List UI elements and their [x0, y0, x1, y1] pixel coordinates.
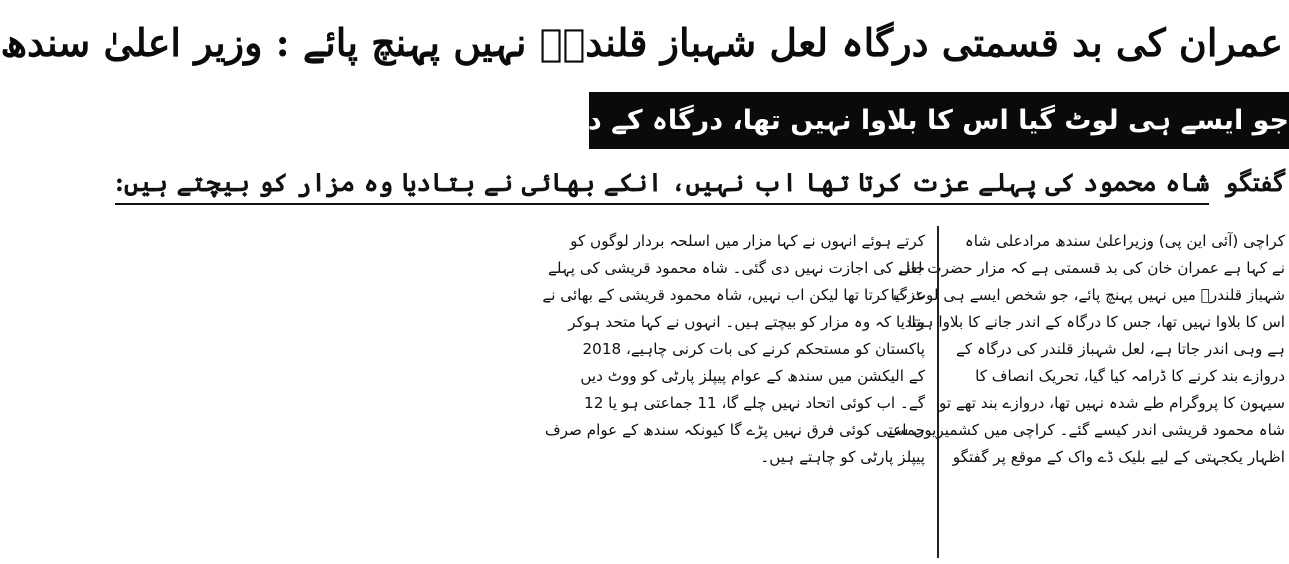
subheadline-text: شاہ محمود کی پہلے عزت کرتا تھا اب نہیں، انکے بھائی نے بتادیا وہ مزار کو بیچتے ہیں:	[115, 163, 1210, 205]
body-column-right	[886, 228, 1285, 558]
body-line: نے کہا ہے عمران خان کی بد قسمتی ہے کہ مزار حضرت لعل	[899, 259, 1285, 277]
subheadline	[114, 160, 1285, 212]
body-line: دروازے بند کرنے کا ڈرامہ کیا گیا، تحریک انصاف کا	[975, 367, 1285, 385]
strap-headline: جو ایسے ہی لوٹ گیا اس کا بلاوا نہیں تھا، درگاہ کے دروازے بند کرنے کا ڈرامہ کیا گیا	[589, 92, 1289, 149]
body-line: کرتے ہوئے انہوں نے کہا مزار میں اسلحہ بردار لوگوں کو	[570, 232, 925, 250]
headline: عمران کی بد قسمتی درگاہ لعل شہباز قلندرؒ نہیں پہنچ پائے : وزیر اعلیٰ سندھ	[0, 20, 1283, 65]
body-line: کے الیکشن میں سندھ کے عوام پیپلز پارٹی کو ووٹ دیں	[580, 367, 925, 385]
body-line: پیپلز پارٹی کو چاہتے ہیں۔	[760, 448, 925, 466]
column-divider	[937, 226, 939, 558]
body-line: کراچی (آئی این پی) وزیراعلیٰ سندھ مرادعلی شاہ	[964, 232, 1285, 250]
body-line: سیہون کا پروگرام طے شدہ نہیں تھا، دروازے بند تھے تو	[939, 394, 1285, 412]
body-line: جانے کی اجازت نہیں دی گئی۔ شاہ محمود قریشی کی پہلے	[547, 259, 925, 277]
body-column-left	[542, 228, 931, 558]
body-line: جماعتی کوئی فرق نہیں پڑے گا کیونکہ سندھ کے عوام صرف	[544, 421, 925, 439]
body-line: اس کا بلاوا نہیں تھا، جس کا درگاہ کے اندر جانے کا بلاوا ہوتا	[907, 313, 1285, 331]
body-line: پاکستان کو مستحکم کرنے کی بات کرنی چاہیے، 2018	[582, 340, 925, 358]
body-line: اظہار یکجہتی کے لیے بلیک ڈے واک کے موقع پر گفتگو	[952, 448, 1285, 466]
body-line: ہے وہی اندر جاتا ہے، لعل شہباز قلندر کی درگاہ کے	[956, 340, 1285, 358]
body-line: عزت کرتا تھا لیکن اب نہیں، شاہ محمود قریشی کے بھائی نے	[542, 286, 925, 304]
body-line: شاہ محمود قریشی اندر کیسے گئے۔ کراچی میں کشمیریوں سے	[886, 421, 1285, 439]
body-line: گے۔ اب کوئی اتحاد نہیں چلے گا، 11 جماعتی ہو یا 12	[584, 394, 925, 412]
subheadline-kicker: گفتگو	[1226, 168, 1285, 197]
body-line: بتادیا کہ وہ مزار کو بیچتے ہیں۔ انہوں نے کہا متحد ہوکر	[568, 313, 925, 331]
body-line: شہباز قلندرؒ میں نہیں پہنچ پائے، جو شخص ایسے ہی لوٹ گیا	[890, 286, 1285, 304]
